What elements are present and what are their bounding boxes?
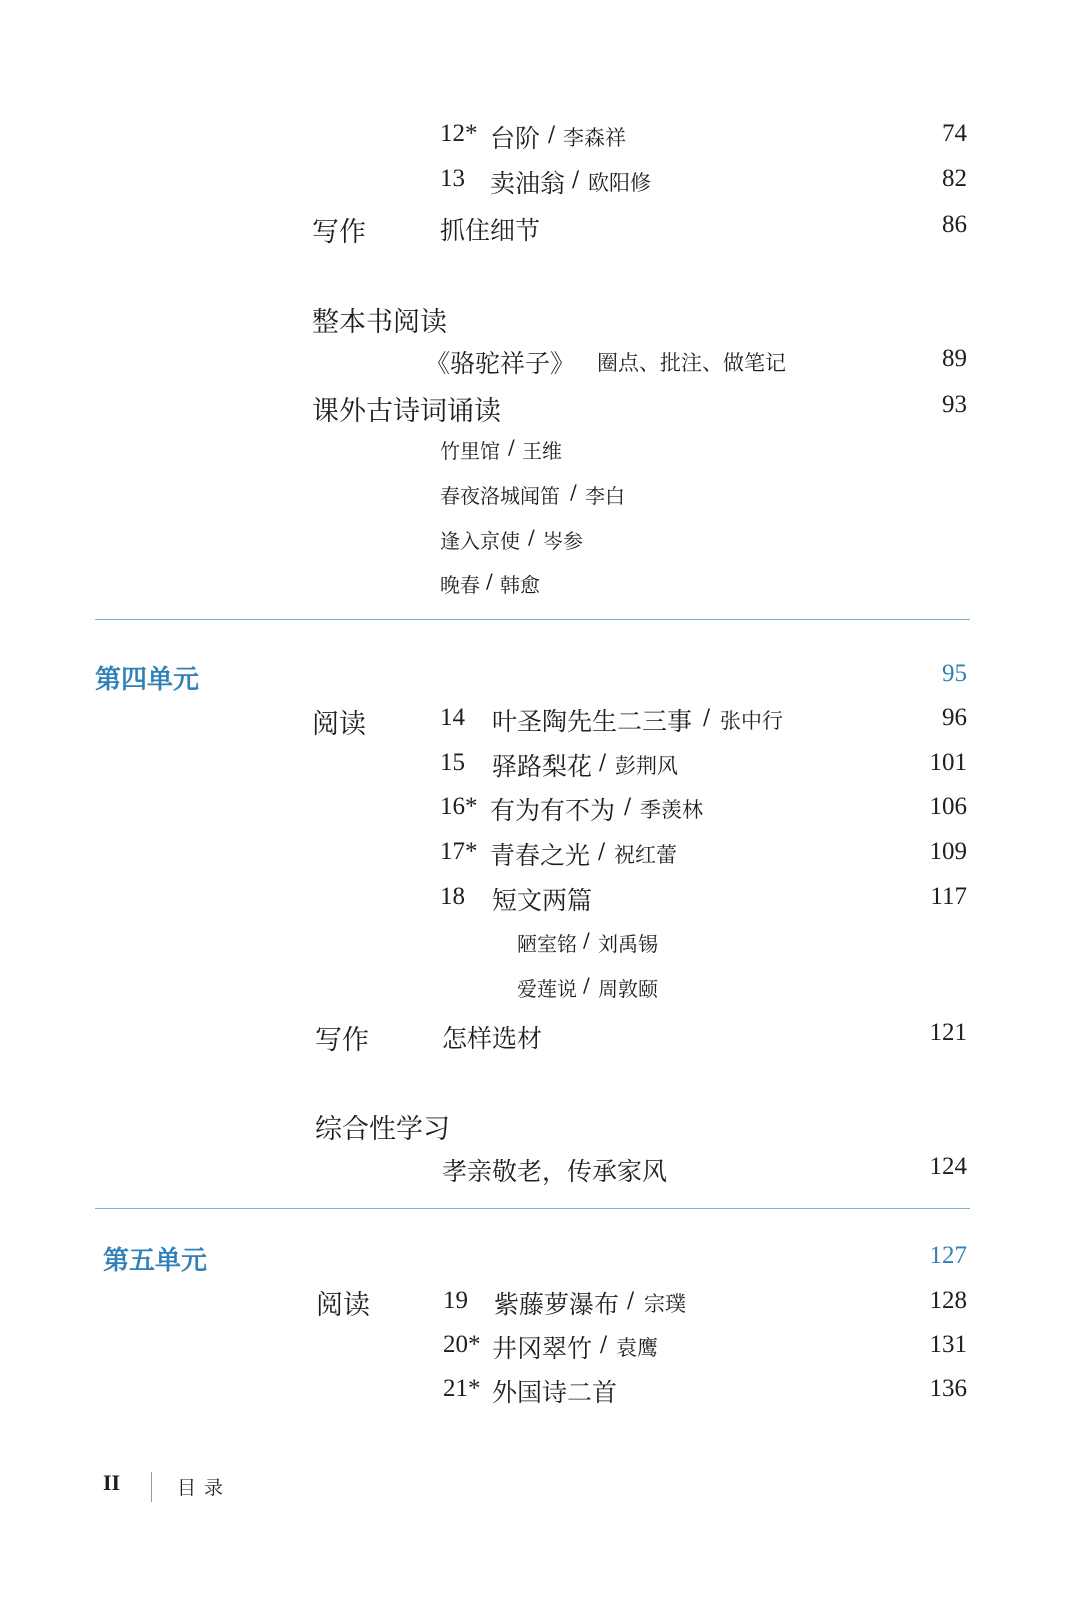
poem-author: 岑参 (543, 529, 583, 553)
poem-title: 竹里馆 (440, 439, 500, 463)
lesson-author: 祝红蕾 (614, 843, 677, 867)
lesson-author: 袁鹰 (616, 1336, 658, 1360)
page-number: 117 (930, 883, 967, 910)
author-separator: / (703, 705, 711, 729)
lesson-title: 驿路梨花 (492, 752, 593, 781)
unit-title: 第五单元 (103, 1246, 208, 1276)
unit-title: 第四单元 (95, 665, 200, 695)
page-number: 101 (929, 749, 967, 776)
sub-author: 刘禹锡 (598, 932, 658, 956)
author-separator: / (528, 525, 535, 549)
page-number: 109 (929, 838, 967, 865)
lesson-title: 紫藤萝瀑布 (494, 1290, 620, 1319)
author-separator: / (548, 122, 556, 146)
lesson-title: 外国诗二首 (492, 1378, 618, 1407)
category-label: 课外古诗词诵读 (312, 396, 501, 427)
page-number: 96 (942, 704, 967, 731)
page-number: 93 (942, 391, 967, 418)
page-number: 86 (942, 211, 967, 238)
category-label: 写作 (315, 1025, 369, 1056)
sub-title: 陋室铭 (517, 932, 577, 956)
lesson-author: 彭荆风 (615, 754, 678, 778)
sub-title: 爱莲说 (517, 977, 577, 1001)
entry-title: 抓住细节 (440, 216, 541, 245)
lesson-title: 有为有不为 (490, 796, 616, 825)
author-separator: / (599, 750, 607, 774)
poem-title: 春夜洛城闻笛 (440, 484, 560, 508)
page-number: 127 (929, 1242, 967, 1269)
page-number: 89 (942, 345, 967, 372)
page-number: 95 (942, 660, 967, 687)
lesson-title: 青春之光 (490, 841, 591, 870)
author-separator: / (624, 794, 632, 818)
page-number: 121 (929, 1019, 967, 1046)
lesson-number: 18 (440, 883, 465, 910)
lesson-author: 李森祥 (563, 126, 626, 150)
page-number: 74 (942, 120, 967, 147)
lesson-author: 宗璞 (644, 1292, 686, 1316)
lesson-number: 14 (440, 704, 465, 731)
lesson-author: 季羡林 (640, 798, 703, 822)
author-separator: / (627, 1288, 635, 1312)
author-separator: / (508, 435, 515, 459)
category-label: 写作 (312, 217, 366, 248)
entry-title: 孝亲敬老，传承家风 (442, 1157, 668, 1186)
reading-label: 阅读 (312, 709, 366, 740)
lesson-title: 井冈翠竹 (492, 1334, 593, 1363)
page-number: 82 (942, 165, 967, 192)
lesson-title: 台阶 (490, 124, 541, 153)
poem-author: 王维 (522, 439, 562, 463)
author-separator: / (600, 1332, 608, 1356)
lesson-author: 欧阳修 (588, 171, 651, 195)
reading-method: 圈点、批注、做笔记 (597, 351, 786, 375)
author-separator: / (583, 928, 590, 952)
reading-label: 阅读 (316, 1290, 370, 1321)
author-separator: / (598, 839, 606, 863)
lesson-number: 15 (440, 749, 465, 776)
author-separator: / (570, 480, 577, 504)
lesson-title: 卖油翁 (490, 169, 566, 198)
author-separator: / (583, 973, 590, 997)
lesson-number: 19 (443, 1287, 468, 1314)
category-label: 整本书阅读 (312, 307, 447, 338)
lesson-title: 叶圣陶先生二三事 (492, 707, 693, 736)
lesson-number: 12* (440, 120, 478, 147)
book-title: 《骆驼祥子》 (425, 349, 576, 378)
category-label: 综合性学习 (315, 1114, 450, 1145)
author-separator: / (572, 167, 580, 191)
page-number: 124 (929, 1153, 967, 1180)
poem-author: 李白 (585, 484, 625, 508)
poem-title: 逢入京使 (440, 529, 520, 553)
lesson-number: 17* (440, 838, 478, 865)
footer-divider (151, 1472, 152, 1502)
lesson-number: 13 (440, 165, 465, 192)
author-separator: / (486, 569, 493, 593)
lesson-author: 张中行 (720, 709, 783, 733)
page-number: 128 (929, 1287, 967, 1314)
sub-author: 周敦颐 (598, 977, 658, 1001)
lesson-number: 20* (443, 1331, 481, 1358)
poem-author: 韩愈 (500, 573, 540, 597)
section-divider (95, 1208, 970, 1209)
lesson-number: 16* (440, 793, 478, 820)
section-divider (95, 619, 970, 620)
page-number: 131 (929, 1331, 967, 1358)
entry-title: 怎样选材 (442, 1024, 543, 1053)
lesson-number: 21* (443, 1375, 481, 1402)
poem-title: 晚春 (440, 573, 480, 597)
page-number: 106 (929, 793, 967, 820)
lesson-title: 短文两篇 (492, 886, 593, 915)
footer-page-number: II (103, 1470, 121, 1495)
footer-label: 目录 (177, 1477, 232, 1499)
page-number: 136 (929, 1375, 967, 1402)
